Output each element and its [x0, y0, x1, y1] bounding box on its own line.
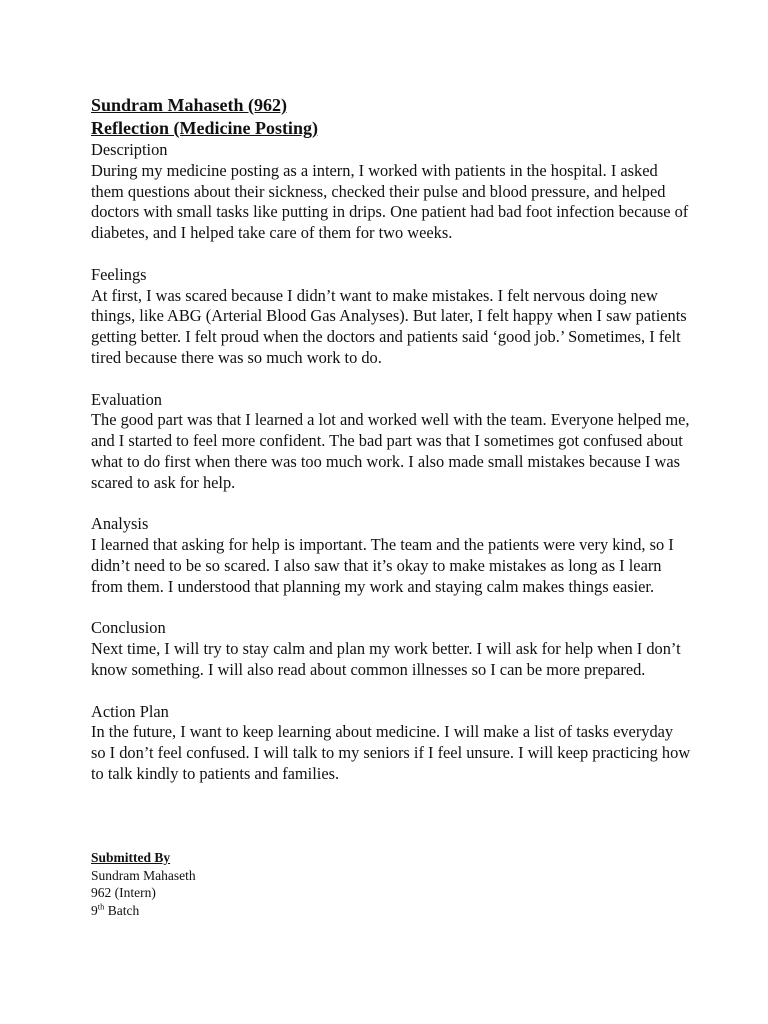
- submitter-name: Sundram Mahaseth: [91, 867, 196, 883]
- section-text: In the future, I want to keep learning about medicine. I will make a list of tasks everyday so I don’t feel confused. I will talk to my seniors if I feel unsure. I will keep practicing how to talk kindly to patients and families.: [91, 722, 691, 783]
- submitter-id: 962 (Intern): [91, 885, 156, 900]
- submitted-by-label: Submitted By: [91, 850, 171, 865]
- section-text: At first, I was scared because I didn’t want to make mistakes. I felt nervous doing new things, like ABG (Arterial Blood Gas Analyses). But later, I felt happy when I saw patients getting better. I felt proud when the doctors and patients said ‘good job.’ Sometimes, I felt tired because there was so much work to do.: [91, 285, 687, 367]
- submitter-batch: [91, 902, 196, 920]
- submitted-by-block: [91, 849, 196, 919]
- document-page: [91, 94, 691, 785]
- section-feelings: [91, 265, 691, 369]
- batch-suffix: th: [97, 901, 105, 911]
- section-conclusion: [91, 618, 691, 680]
- section-evaluation: [91, 390, 691, 494]
- section-heading: Conclusion: [91, 618, 166, 638]
- section-text: During my medicine posting as a intern, I worked with patients in the hospital. I asked them questions about their sickness, checked their pulse and blood pressure, and helped doctors with small tasks like putting in drips. One patient had bad foot infection because of diabetes, and I helped take care of them for two weeks.: [91, 160, 689, 243]
- document-title: Sundram Mahaseth (962): [91, 95, 288, 115]
- section-text: Next time, I will try to stay calm and plan my work better. I will ask for help when I don’t know something. I will also read about common illnesses so I can be more prepared.: [91, 639, 681, 679]
- section-heading: Feelings: [91, 264, 147, 284]
- section-heading: Action Plan: [91, 701, 169, 721]
- batch-number: 9: [91, 902, 98, 918]
- section-description: [91, 140, 691, 244]
- section-analysis: [91, 514, 691, 597]
- batch-word: Batch: [104, 902, 140, 918]
- section-heading: Analysis: [91, 514, 149, 534]
- section-text: I learned that asking for help is important. The team and the patients were very kind, so I didn’t need to be so scared. I also saw that it’s okay to make mistakes as long as I learn from them. I understood that planning my work and staying calm makes things easier.: [91, 535, 674, 596]
- section-heading: Description: [91, 140, 168, 159]
- section-action-plan: [91, 702, 691, 785]
- document-subtitle: Reflection (Medicine Posting): [91, 118, 318, 138]
- section-heading: Evaluation: [91, 389, 163, 409]
- section-text: The good part was that I learned a lot and worked well with the team. Everyone helped me, and I started to feel more confident. The bad part was that I sometimes got confused about what to do first when there was too much work. I also made small mistakes because I was scared to ask for help.: [91, 410, 690, 492]
